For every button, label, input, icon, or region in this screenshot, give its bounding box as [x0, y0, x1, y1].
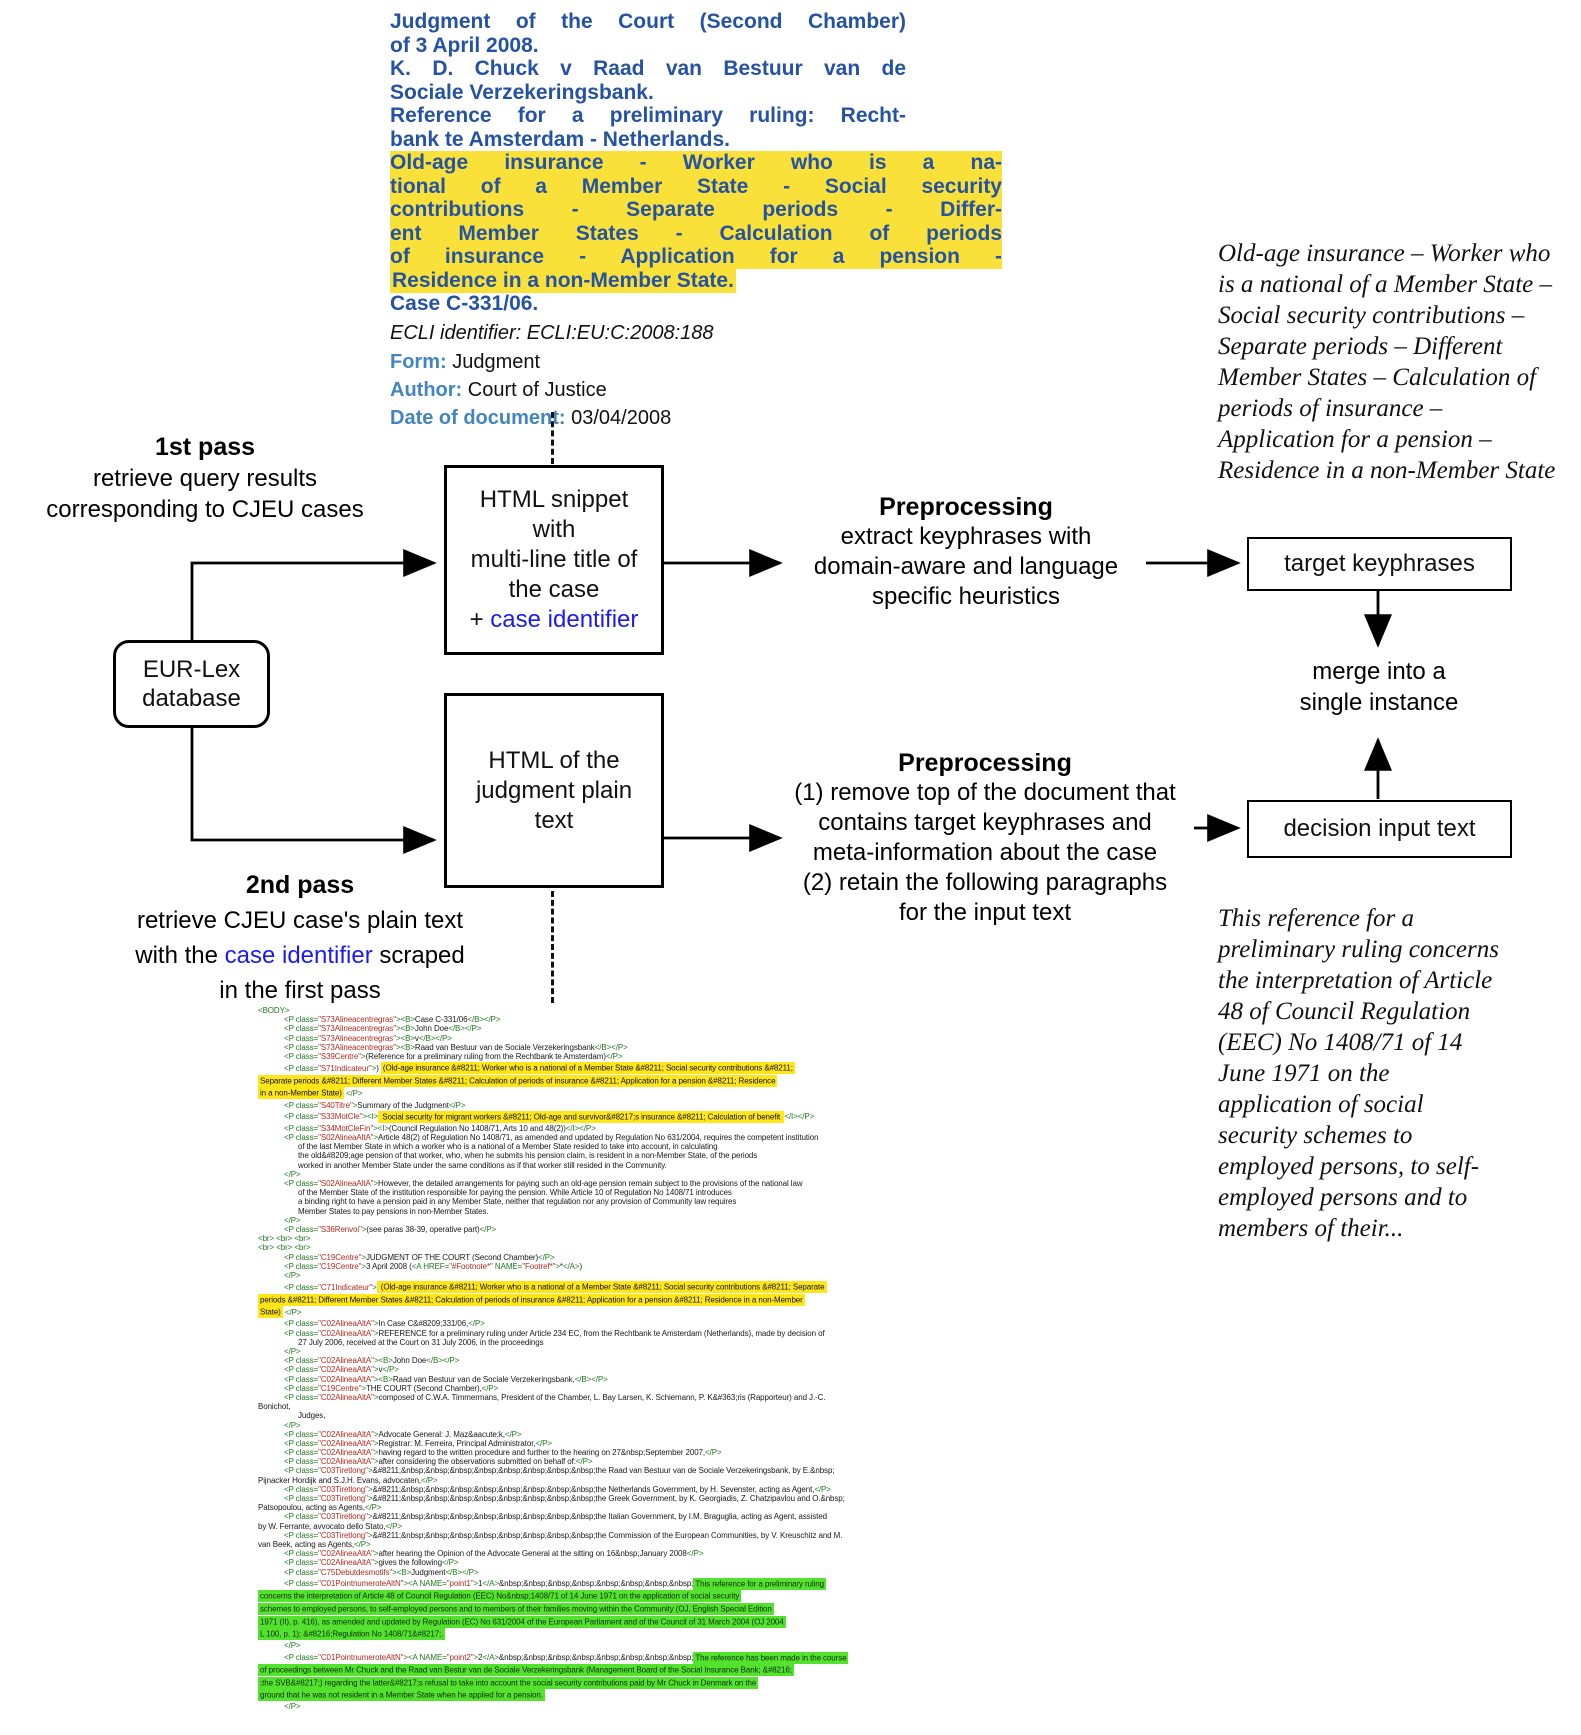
text-line: periods of insurance – [1218, 395, 1443, 422]
code-line: <P class="C02AlineaAltA">Advocate General: J. Maz&aacute;k,</P> [284, 1429, 522, 1439]
code-line: Member States to pay pensions in non-Member States. [298, 1206, 489, 1216]
code-line: <P class="S34MotCleFin"><I>(Council Regulation No 1408/71, Arts 10 and 48(2))</I></P> [284, 1123, 596, 1133]
snippet-line: of insurance - Application for a pension - [390, 245, 1002, 268]
snippet-line: Sociale Verzekeringsbank. [390, 80, 654, 104]
code-line: of proceedings between Mr Chuck and the Raad van Bestur van de Sociale Verzekeringsbank (Management Board of the Social Insurance Bank; &#8216; [260, 1665, 792, 1675]
code-line: Pijnacker Hordijk and S.J.H. Evans, advocaten,</P> [258, 1475, 438, 1485]
code-line: <P class="C19Centre">THE COURT (Second Chamber),</P> [284, 1383, 499, 1393]
ecli-line: ECLI identifier: ECLI:EU:C:2008:188 [390, 321, 714, 344]
case-identifier-link-text: case identifier [224, 942, 373, 969]
flow-box-html-snippet: HTML snippet with multi-line title of the case + case identifier [444, 465, 664, 655]
snippet-line: bank te Amsterdam - Netherlands. [390, 127, 730, 151]
code-line: concerns the interpretation of Article 48 of Council Regulation (EEC) No&nbsp;1408/71 of 14 June 1971 on the application of social security [260, 1591, 740, 1601]
code-line: a binding right to have a pension paid in any Member State, neither that regulation nor any provision of Community law requires [298, 1197, 737, 1207]
code-line: schemes to employed persons, to self-employed persons and to members of their families moving within the Community (OJ, English Special Edition [260, 1604, 772, 1614]
text-line: Application for a pension – [1218, 426, 1492, 453]
snippet-line: tional of a Member State - Social security [390, 174, 1002, 198]
code-line: <P class="C03Tiretlong">&#8211;&nbsp;&nbsp;&nbsp;&nbsp;&nbsp;&nbsp;&nbsp;&nbsp;the Netherlands Government, by H. Sevenster, acting as Agent,</P> [284, 1484, 831, 1494]
code-line: Patsopoulou, acting as Agents,</P> [258, 1503, 382, 1513]
eurlex-database-node: EUR-Lex database [113, 640, 270, 728]
code-line: </P> [284, 1215, 301, 1225]
code-line: <P class="C19Centre">3 April 2008 (<A HREF="#Footnote*" NAME="Footref*">*</A>) [284, 1261, 583, 1271]
code-line: <P class="S73Alineacentregras"><B>v</B></P> [284, 1033, 452, 1043]
code-line: by W. Ferrante, avvocato dello Stato,</P> [258, 1521, 402, 1531]
code-line: <P class="S02AlineaAltA">Article 48(2) of Regulation No 1408/71, as amended and updated by Regulation No 631/2004, requires the competent institution [284, 1133, 819, 1143]
code-line: <P class="C03Tiretlong">&#8211;&nbsp;&nbsp;&nbsp;&nbsp;&nbsp;&nbsp;&nbsp;&nbsp;the Italian Government, by I.M. Braguglia, acting as Agent, assisted [284, 1512, 827, 1522]
code-line: <P class="C02AlineaAltA">gives the following</P> [284, 1558, 459, 1568]
code-line: <P class="C02AlineaAltA">composed of C.W.A. Timmermans, President of the Chamber, L. Bay Larsen, K. Schiemann, P. K&#363;ris (Rapporteur) and J.-C. [284, 1392, 826, 1402]
code-line: <P class="S73Alineacentregras"><B>John Doe</B></P> [284, 1024, 482, 1034]
text-line: June 1971 on the [1218, 1060, 1390, 1087]
eurlex-search-result-snippet [390, 10, 1002, 432]
code-line: <P class="S02AlineaAltA">However, the detailed arrangements for paying such an old-age pension remain subject to the provisions of the national law [284, 1179, 803, 1188]
code-line: ground that he was not resident in a Member State when he applied for a pension. [260, 1690, 543, 1700]
code-line: <P class="C02AlineaAltA">v</P> [284, 1365, 399, 1375]
code-line: State) </P> [260, 1307, 302, 1317]
second-pass-line2: with the case identifier scraped [135, 942, 465, 969]
html-source-code-block [258, 1006, 848, 1712]
code-line: <P class="S40Titre">Summary of the Judgment</P> [284, 1100, 466, 1110]
code-line: in a non-Member State) </P> [260, 1088, 363, 1098]
code-line: Bonichot, [258, 1402, 291, 1412]
text-line: is a national of a Member State – [1218, 271, 1552, 298]
text-line: security schemes to [1218, 1122, 1413, 1149]
code-line: <P class="S71Indicateur">) (Old-age insurance &#8211; Worker who is a national of a Member State &#8211; Social security contributions &#8211; [284, 1063, 793, 1073]
text-line: members of their... [1218, 1215, 1404, 1242]
flow-box-html-judgment: HTML of the judgment plain text [444, 693, 664, 888]
code-line: <P class="C03Tiretlong">&#8211;&nbsp;&nbsp;&nbsp;&nbsp;&nbsp;&nbsp;&nbsp;&nbsp;the Greek Government, by K. Georgiadis, Z. Chatzipavlou and O.&nbsp; [284, 1494, 845, 1503]
text-line: 48 of Council Regulation [1218, 998, 1471, 1025]
second-pass-label: 2nd pass retrieve CJEU case's plain text with the case identifier scraped in the first pass [0, 868, 600, 1008]
code-line: </P> [284, 1641, 301, 1651]
snippet-line: Old-age insurance - Worker who is a na- [390, 151, 1002, 174]
text-line: This reference for a [1218, 905, 1415, 932]
code-line: </P> [284, 1702, 301, 1712]
code-line: worked in another Member State under the same conditions as if that worker still resided in the Community. [298, 1160, 667, 1170]
code-line: <P class="C75Debutdesmotifs"><B>Judgment</B></P> [284, 1567, 479, 1577]
code-line: <P class="C02AlineaAltA"><B>John Doe</B></P> [284, 1356, 460, 1366]
snippet-line: ent Member States - Calculation of periods [390, 221, 1002, 245]
box1-case-identifier-line: + case identifier [469, 606, 639, 633]
text-line: the interpretation of Article [1218, 967, 1493, 994]
text-line: Social security contributions – [1218, 302, 1525, 329]
code-line: </P> [284, 1347, 301, 1356]
target-keyphrases-excerpt [1218, 238, 1578, 486]
snippet-line: Reference for a preliminary ruling: Recht- [390, 104, 906, 127]
code-line: <P class="C02AlineaAltA">Registrar: M. Ferreira, Principal Administrator,</P> [284, 1438, 552, 1448]
code-line: <P class="C02AlineaAltA">REFERENCE for a preliminary ruling under Article 234 EC, from the Rechtbank te Amsterdam (Netherlands), made by decision of [284, 1328, 825, 1338]
snippet-line: contributions - Separate periods - Differ- [390, 198, 1002, 221]
code-line: ;the SVB&#8217;) regarding the latter&#8217;s refusal to take into account the social security contributions paid by Mr Chuck in Denmark on the [260, 1678, 757, 1688]
code-line: <BODY> [258, 1006, 290, 1015]
code-line: <P class="S39Centre">(Reference for a preliminary ruling from the Rechtbank te Amsterdam)</P> [284, 1051, 623, 1061]
code-line: <P class="S73Alineacentregras"><B>Case C-331/06</B></P> [284, 1015, 501, 1025]
text-line: Separate periods – Different [1218, 333, 1503, 360]
text-line: employed persons, to self- [1218, 1153, 1480, 1180]
dashed-connector-top [551, 412, 554, 464]
code-line: of the last Member State in which a worker who is a national of a Member State resided to take into account, in calculating [298, 1142, 718, 1152]
code-line: </P> [284, 1420, 301, 1430]
code-line: periods &#8211; Different Member States &#8211; Calculation of periods of insurance &#8211; Application for a pension &#8211; Residence in a non-Member [260, 1295, 803, 1305]
text-line: Old-age insurance – Worker who [1218, 240, 1551, 267]
code-line: the old&#8209;age pension of that worker, who, when he submits his pension claim, is resident in a non-Member State, of the periods [298, 1151, 758, 1161]
code-line: <P class="C02AlineaAltA"><B>Raad van Bestuur van de Sociale Verzekeringsbank,</B></P> [284, 1374, 608, 1384]
decision-input-excerpt [1218, 903, 1578, 1244]
code-line: <P class="S73Alineacentregras"><B>Raad van Bestuur van de Sociale Verzekeringsbank</B></P> [284, 1042, 628, 1052]
text-line: preliminary ruling concerns [1218, 936, 1499, 963]
code-line: Separate periods &#8211; Different Member States &#8211; Calculation of periods of insurance &#8211; Application for a pension &#8211; Residence [260, 1076, 776, 1086]
snippet-line: K. D. Chuck v Raad van Bestuur van de [390, 57, 906, 80]
case-identifier-link-text: case identifier [490, 606, 639, 633]
target-keyphrases-box: target keyphrases [1247, 537, 1512, 591]
code-line: <P class="C02AlineaAltA">having regard to the written procedure and further to the hearing on 27&nbsp;September 2007,</P> [284, 1448, 722, 1458]
code-line: <P class="C03Tiretlong">&#8211;&nbsp;&nbsp;&nbsp;&nbsp;&nbsp;&nbsp;&nbsp;&nbsp;the Raad van Bestuur van de Sociale Verzekeringsbank, by E.&nbsp; [284, 1466, 835, 1476]
preprocessing-keyphrases-label: Preprocessing extract keyphrases with domain-aware and language specific heuristics [813, 493, 1119, 610]
snippet-meta-row: Date of document: 03/04/2008 [390, 406, 672, 429]
snippet-line: Case C-331/06. [390, 292, 539, 315]
text-line: Member States – Calculation of [1218, 364, 1537, 391]
snippet-meta-row: Author: Court of Justice [390, 378, 607, 401]
text-line: (EEC) No 1408/71 of 14 [1218, 1029, 1463, 1056]
code-line: <P class="C19Centre">JUDGMENT OF THE COURT (Second Chamber)</P> [284, 1252, 555, 1262]
snippet-line: Residence in a non-Member State. [392, 268, 734, 292]
code-line: Judges, [298, 1411, 326, 1421]
code-line: </P> [284, 1169, 301, 1179]
text-line: Residence in a non-Member State [1218, 457, 1556, 484]
code-line: <P class="C02AlineaAltA">In Case C&#8209;331/06,</P> [284, 1319, 485, 1329]
code-line: <P class="C02AlineaAltA">after hearing the Opinion of the Advocate General at the sitting on 16&nbsp;January 2008</P> [284, 1549, 704, 1559]
text-line: application of social [1218, 1091, 1424, 1118]
code-line: 27 July 2006, received at the Court on 31 July 2006, in the proceedings [298, 1337, 544, 1347]
snippet-title-lines [390, 10, 1002, 316]
first-pass-label: 1st pass retrieve query results corresponding to CJEU cases [46, 433, 364, 523]
code-line: of the Member State of the institution responsible for paying the pension. While Article 10 of Regulation No 1408/71 introduces [298, 1188, 732, 1198]
merge-label: merge into a single instance [1299, 658, 1459, 716]
code-line: <P class="C71Indicateur"> (Old-age insurance &#8211; Worker who is a national of a Member State &#8211; Social security contributions &#8211; Separate [284, 1282, 825, 1292]
code-line: L 100, p. 1); &#8216;Regulation No 1408/71&#8217;. [260, 1629, 444, 1639]
code-line: <P class="C01PointnumeroteAltN"><A NAME="point1">1</A>&nbsp;&nbsp;&nbsp;&nbsp;&nbsp;&nbsp;&nbsp;&nbsp; This reference for a preliminary ruling [284, 1579, 824, 1589]
snippet-line: Judgment of the Court (Second Chamber) [390, 10, 906, 33]
text-line: employed persons and to [1218, 1184, 1468, 1211]
code-line: </P> [284, 1270, 301, 1280]
code-line: 1971 (II), p. 416), as amended and updated by Regulation (EC) No 631/2004 of the European Parliament and of the Council of 31 March 2004 (OJ 2004 [260, 1617, 784, 1627]
code-line: <P class="C03Tiretlong">&#8211;&nbsp;&nbsp;&nbsp;&nbsp;&nbsp;&nbsp;&nbsp;&nbsp;the Commission of the European Communities, by V. Kreuschitz and M. [284, 1530, 843, 1540]
code-line: <br> <br> <br> [258, 1243, 311, 1253]
code-line: <P class="C02AlineaAltA">after considering the observations submitted on behalf of:</P> [284, 1457, 593, 1467]
snippet-meta-row: Form: Judgment [390, 350, 541, 373]
decision-input-text-box: decision input text [1247, 800, 1512, 858]
preprocessing-input-text-label: Preprocessing (1) remove top of the document that contains target keyphrases and meta-information about the case (2) retain the following paragraphs for the input text [794, 749, 1176, 926]
code-line: <P class="S33MotCle"><I> Social security for migrant workers &#8211; Old-age and survivor&#8217;s insurance &#8211; Calculation of benefit </I></P> [284, 1112, 815, 1122]
snippet-meta [390, 348, 1002, 432]
code-line: <P class="C01PointnumeroteAltN"><A NAME="point2">2</A>&nbsp;&nbsp;&nbsp;&nbsp;&nbsp;&nbsp;&nbsp;&nbsp; The reference has been made in the course [284, 1653, 847, 1663]
code-line: van Beek, acting as Agents,</P> [258, 1539, 371, 1549]
code-line: <P class="S36Renvoi">(see paras 38-39, operative part)</P> [284, 1224, 497, 1234]
snippet-line: of 3 April 2008. [390, 33, 539, 57]
code-line: <br> <br> <br> [258, 1234, 311, 1244]
